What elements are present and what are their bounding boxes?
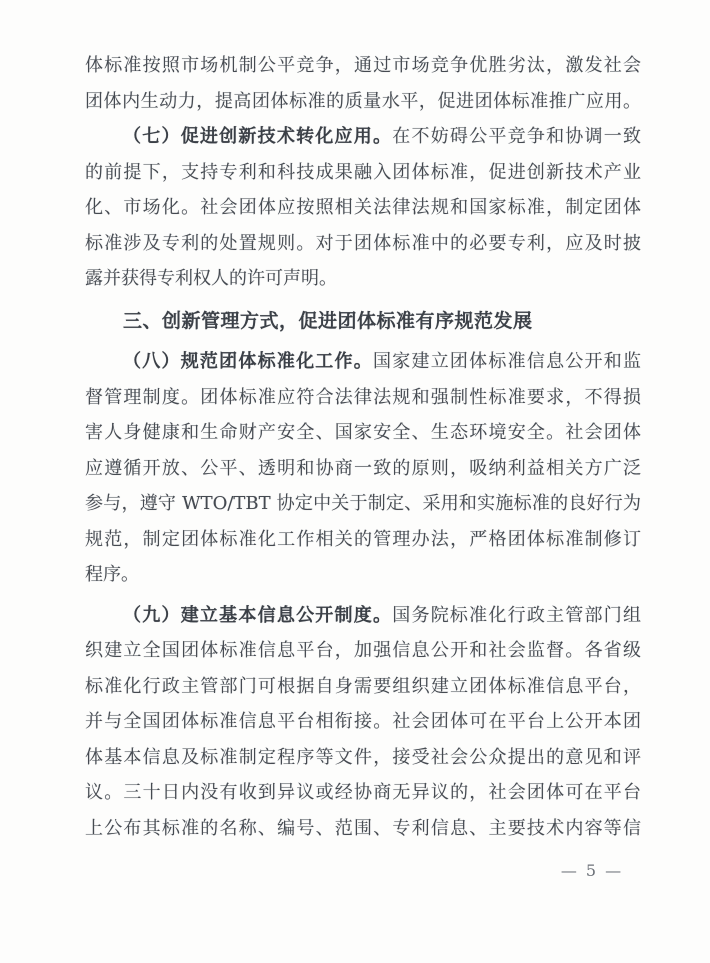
text-line: 织建立全国团体标准信息平台，加强信息公开和社会监督。各省级	[85, 640, 641, 661]
text-line: 参与，遵守 WTO/TBT 协定中关于制定、采用和实施标准的良好行为	[85, 493, 641, 514]
text-line: 上公布其标准的名称、编号、范围、专利信息、主要技术内容等信	[85, 817, 641, 839]
text-line: 化、市场化。社会团体应按照相关法律法规和国家标准，制定团体	[85, 197, 641, 218]
text-line: 的前提下，支持专利和科技成果融入团体标准，促进创新技术产业	[85, 161, 641, 183]
text-line: 害人身健康和生命财产安全、国家安全、生态环境安全。社会团体	[85, 422, 641, 443]
text-line: 督管理制度。团体标准应符合法律法规和强制性标准要求，不得损	[85, 386, 641, 408]
paragraph-8-start	[85, 344, 641, 380]
text-run: 国家建立团体标准信息公开和监	[373, 351, 641, 372]
text-line: 露并获得专利权人的许可声明。	[85, 268, 337, 289]
paragraph-9-title: （九）建立基本信息公开制度。	[123, 604, 393, 626]
text-line: 标准涉及专利的处置规则。对于团体标准中的必要专利，应及时披	[85, 232, 641, 254]
paragraph-9-start	[85, 598, 641, 634]
text-line: 程序。	[85, 564, 139, 585]
section-heading: 三、创新管理方式，促进团体标准有序规范发展	[123, 309, 533, 332]
text-line: 体标准按照市场机制公平竞争，通过市场竞争优胜劣汰，激发社会	[85, 55, 641, 76]
text-line: 议。三十日内没有收到异议或经协商无异议的，社会团体可在平台	[85, 782, 641, 803]
text-line: 应遵循开放、公平、透明和协商一致的原则，吸纳利益相关方广泛	[85, 457, 641, 479]
text-run: 在不妨碍公平竞争和协调一致	[392, 126, 641, 147]
page-number: — 5 —	[560, 861, 624, 880]
text-line: 并与全国团体标准信息平台相衔接。社会团体可在平台上公开本团	[85, 711, 641, 732]
text-line: 标准化行政主管部门可根据自身需要组织建立团体标准信息平台，	[85, 675, 641, 697]
document-text-block	[85, 48, 641, 846]
paragraph-7-title: （七）促进创新技术转化应用。	[123, 126, 393, 147]
paragraph-8-title: （八）规范团体标准化工作。	[123, 351, 373, 372]
text-run: 国务院标准化行政主管部门组	[392, 604, 641, 626]
text-line: 规范，制定团体标准化工作相关的管理办法，严格团体标准制修订	[85, 528, 641, 550]
paragraph-7-start	[85, 119, 641, 155]
text-line: 体基本信息及标准制定程序等文件，接受社会公众提出的意见和评	[85, 746, 641, 768]
text-line: 团体内生动力，提高团体标准的质量水平，促进团体标准推广应用。	[85, 90, 641, 112]
